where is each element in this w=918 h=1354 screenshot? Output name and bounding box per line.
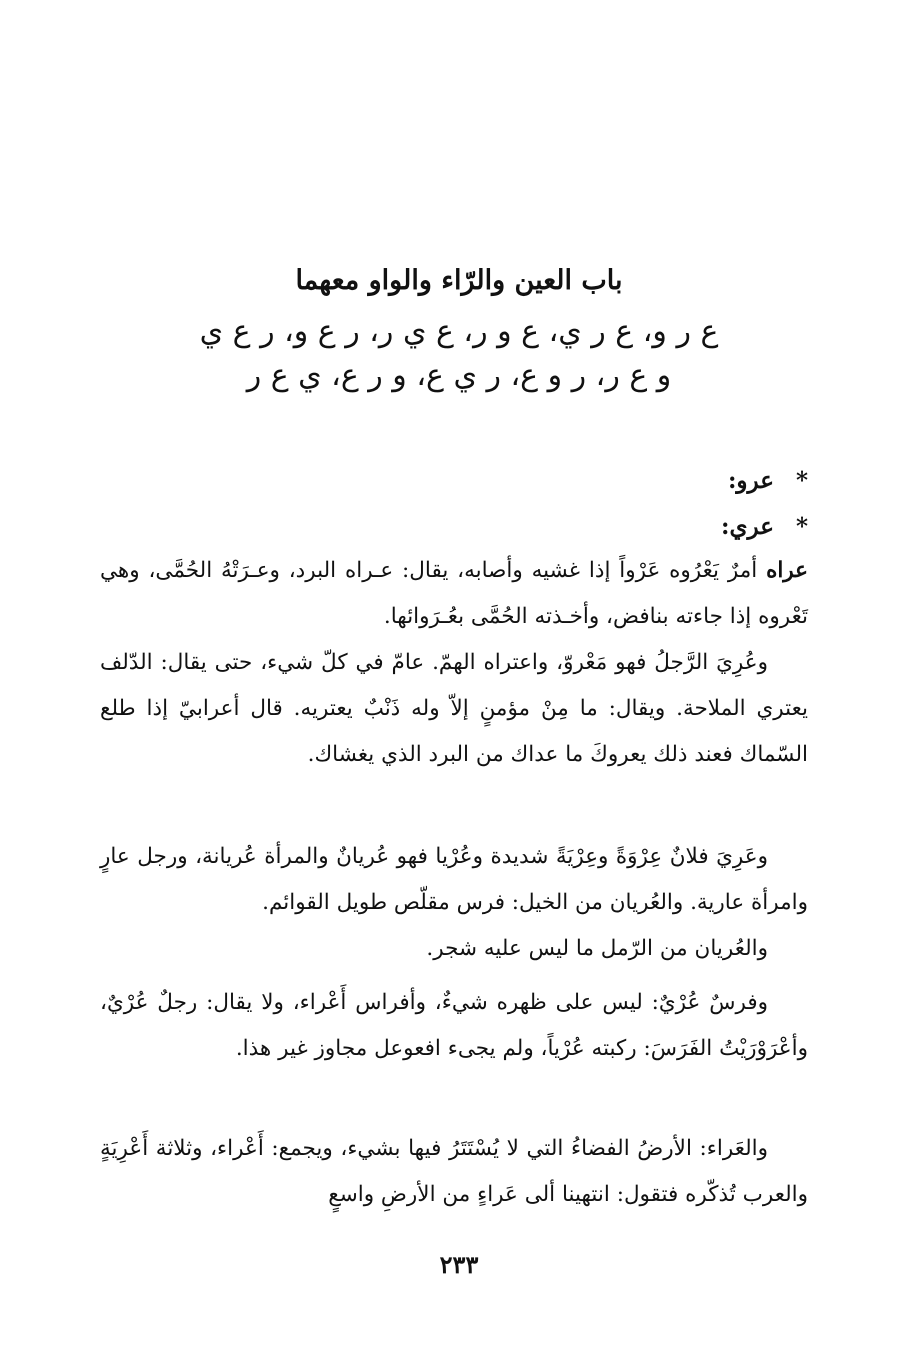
paragraph: وعُرِيَ الرَّجلُ فهو مَعْروّ، واعتراه الهمّ. عامّ في كلّ شيء، حتى يقال: الدّلف يعتري الملاحة. ويقال: ما مِنْ مؤمنٍ إلاّ وله ذَنْبٌ يعتريه. قال أعرابيّ إذا طلع السّماك فعند ذلك يعروكَ ما عداك من البرد الذي يغشاك. bbox=[100, 650, 808, 767]
paragraph: والعُريان من الرّمل ما ليس عليه شجر. bbox=[426, 936, 768, 961]
entry-word: عري: bbox=[721, 513, 774, 540]
entry-word: عرو: bbox=[727, 467, 774, 494]
paragraph-group-4 bbox=[100, 1126, 808, 1218]
roots-line-1: ع ر و، ع ر ي، ع و ر، ع ي ر، ر ع و، ر ع ي bbox=[199, 314, 719, 349]
paragraph: وعَرِيَ فلانٌ عِرْوَةً وعِرْيَةً شديدة وعُرْيا فهو عُريانٌ والمرأة عُريانة، ورجل عارٍ وامرأة عارية. والعُريان من الخيل: فرس مقلّص طويل القوائم. bbox=[100, 844, 808, 915]
paragraph-group-1 bbox=[100, 548, 808, 778]
paragraph-group-3 bbox=[100, 980, 808, 1072]
paragraph: وفرسٌ عُرْيٌ: ليس على ظهره شيءٌ، وأفراس أَعْراء، ولا يقال: رجلٌ عُرْيٌ، وأعْرَوْرَيْتُ الفَرَسَ: ركبته عُرْياً، ولم يجىء افعوعل مجاوز غير هذا. bbox=[100, 990, 808, 1061]
roots-line-2: و ع ر، ر و ع، ر ي ع، و ر ع، ي ع ر bbox=[246, 358, 672, 393]
entry-heading-ary bbox=[721, 512, 808, 542]
entry-star-marker: * bbox=[795, 467, 808, 494]
entry-heading-arw bbox=[728, 466, 808, 496]
page-number: ٢٣٣ bbox=[439, 1250, 479, 1279]
paragraph-text: أمرٌ يَعْرُوه عَرْواً إذا غشيه وأصابه، يقال: عـراه البرد، وعـرَتْهُ الحُمَّى، وهي تَعْروه إذا جاءته بنافض، وأخـذته الحُمَّى بعُـرَوائها. bbox=[100, 558, 808, 629]
paragraph-headword: عراه bbox=[766, 558, 808, 583]
paragraph: والعَراء: الأرضُ الفضاءُ التي لا يُسْتَتَرُ فيها بشيء، ويجمع: أَعْراء، وثلاثة أَعْرِيَةٍ والعرب تُذكّره فتقول: انتهينا ألى عَراءٍ من الأرضِ واسعٍ bbox=[100, 1136, 808, 1207]
entry-star-marker: * bbox=[795, 513, 808, 540]
chapter-title: باب العين والرّاء والواو معهما bbox=[295, 265, 623, 296]
paragraph bbox=[100, 548, 808, 640]
paragraph-group-2 bbox=[100, 834, 808, 972]
